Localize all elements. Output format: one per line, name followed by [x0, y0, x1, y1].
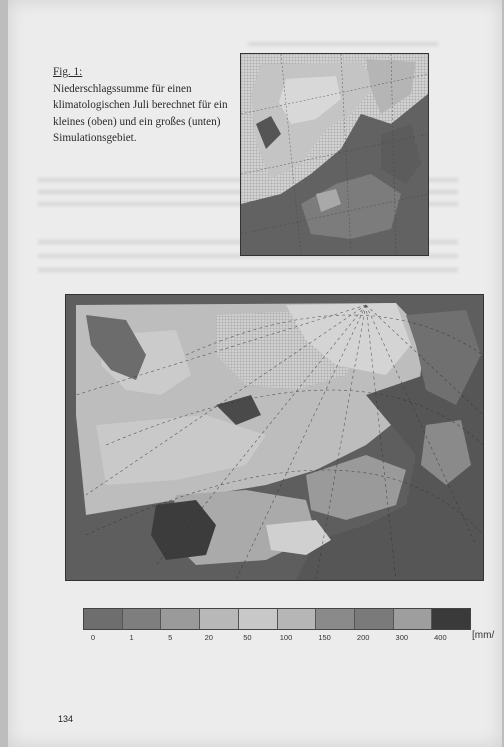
legend-tick: 1 [129, 633, 134, 642]
legend-tick: 0 [90, 633, 96, 642]
legend-swatch [161, 609, 200, 629]
precipitation-map-large-domain [65, 294, 484, 581]
legend-tick: 50 [243, 633, 252, 642]
bleed-through-line [38, 268, 458, 272]
legend-unit-label: [mm/ [472, 630, 495, 641]
legend-tick-labels [83, 633, 469, 647]
legend-swatch [432, 609, 470, 629]
book-page [8, 0, 502, 747]
legend-tick: 200 [356, 633, 370, 642]
legend-swatch [278, 609, 317, 629]
legend-swatch [316, 609, 355, 629]
map-large-graphic [66, 295, 483, 580]
legend-swatch [239, 609, 278, 629]
legend-tick: 5 [168, 633, 173, 642]
legend-tick: 400 [434, 633, 447, 642]
figure-label: Fig. 1: [53, 66, 83, 78]
precipitation-legend-bar [83, 608, 471, 630]
legend-swatch [123, 609, 162, 629]
figure-caption [53, 64, 238, 147]
legend-tick: 150 [318, 633, 331, 642]
legend-swatch [355, 609, 394, 629]
legend-tick: 300 [395, 633, 409, 642]
legend-swatch [84, 609, 123, 629]
page-number: 134 [58, 714, 74, 724]
legend-swatch [394, 609, 433, 629]
legend-tick: 20 [204, 633, 213, 642]
legend-swatch [200, 609, 239, 629]
legend-tick: 100 [279, 633, 293, 642]
bleed-through-line [248, 42, 438, 46]
precipitation-map-small-domain [240, 53, 429, 256]
map-small-graphic [241, 54, 428, 255]
caption-text: Niederschlagssumme für einen klimatologischen Juli berechnet für ein kleines (oben) und ein großes (unten) Simulationsgebiet. [53, 82, 228, 145]
